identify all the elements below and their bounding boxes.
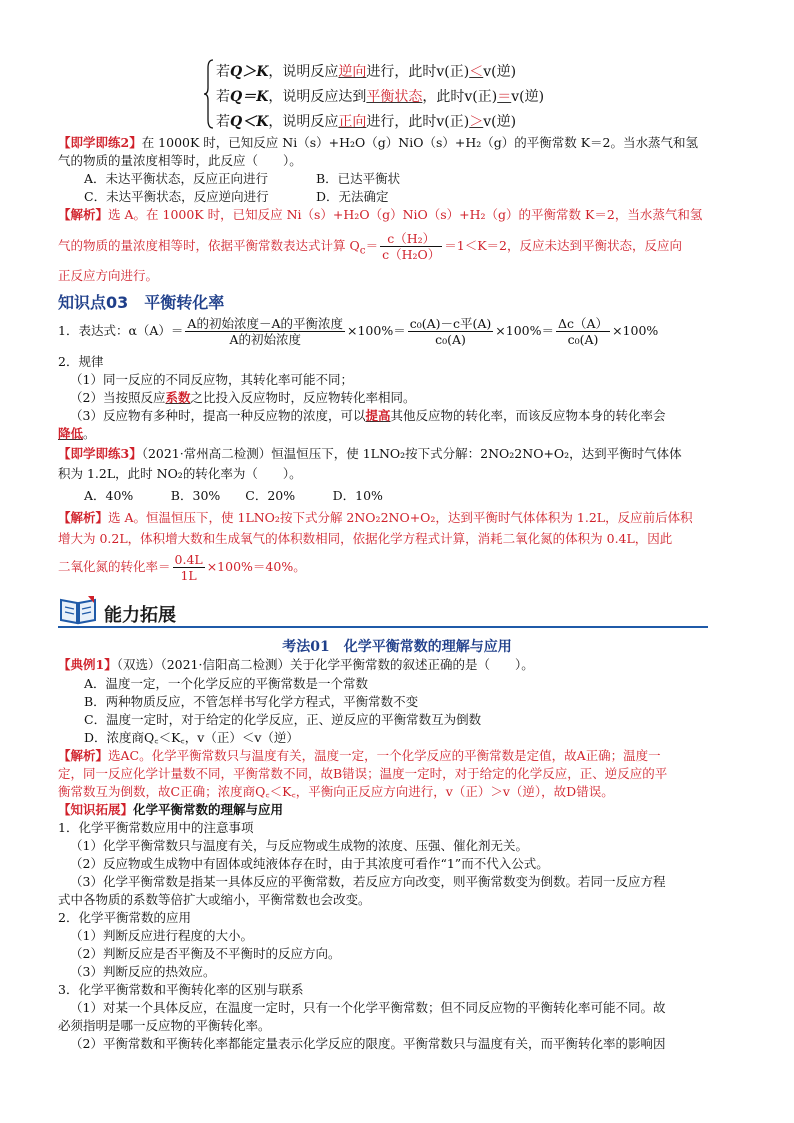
case-title: 考法01 化学平衡常数的理解与应用 <box>282 639 512 655</box>
rule-key: 平衡状态 <box>366 89 423 105</box>
knowledge-point: 1．化学平衡常数应用中的注意事项 <box>58 820 254 835</box>
knowledge-item: （3）化学平衡常数是指某一具体反应的平衡常数，若反应方向改变，则平衡常数变为倒数。若同一反应方程 <box>70 874 666 889</box>
fraction-numerator: 0.4L <box>174 552 203 567</box>
practice3-question-line: 积为 1.2L，此时 NO₂的转化率为（ ）。 <box>58 466 302 481</box>
key-term: 提高 <box>365 408 391 423</box>
practice3-answer-line <box>58 510 693 526</box>
rule-text: （3）反应物有多种时，提高一种反应物的浓度，可以 <box>70 408 366 423</box>
option-c: C．未达平衡状态，反应逆向进行 <box>84 189 269 204</box>
fraction-denominator: A的初始浓度 <box>229 332 301 347</box>
option-c: C．温度一定时，对于给定的化学反应，正、逆反应的平衡常数互为倒数 <box>84 712 482 727</box>
knowledge-item: （2）平衡常数和平衡转化率都能定量表示化学反应的限度。平衡常数只与温度有关，而平衡转化率的影响因 <box>70 1036 666 1051</box>
practice3-answer-line <box>58 550 306 584</box>
conversion-fraction <box>173 552 205 583</box>
knowledge-point: 2．化学平衡常数的应用 <box>58 910 191 925</box>
answer-tag: 【解析】 <box>58 748 109 763</box>
answer-text: ×100%＝40%。 <box>206 559 306 574</box>
rule-end: v(逆) <box>511 89 545 105</box>
knowledge-item: （1）判断反应进行程度的大小。 <box>70 928 253 943</box>
practice3-question-line <box>58 446 682 462</box>
rule-cond: Q＞K <box>230 64 269 80</box>
fraction-numerator: A的初始浓度－A的平衡浓度 <box>187 316 343 331</box>
rule-item-end <box>58 426 96 442</box>
knowledge-item: 式中各物质的系数等倍扩大或缩小，平衡常数也会改变。 <box>58 892 371 907</box>
practice2-answer-line <box>58 231 682 266</box>
practice3-options: A．40% B．30% C．20% D．10% <box>84 488 383 503</box>
rule-text: 。 <box>83 426 96 441</box>
answer-tag: 【解析】 <box>58 207 109 222</box>
answer-text: 正反应方向进行。 <box>58 268 159 283</box>
option-d: D．浓度商Q꜀＜K꜀，v（正）＜v（逆） <box>84 730 299 745</box>
rule-pre: 若 <box>216 89 230 105</box>
left-brace <box>203 58 215 130</box>
rule-post: 进行，此时v(正) <box>366 114 470 130</box>
option-a: A．未达平衡状态，反应正向进行 <box>84 171 269 186</box>
rule-line-3 <box>216 111 516 131</box>
practice2-options-row <box>84 189 389 205</box>
key-term: 系数 <box>165 390 191 405</box>
answer-text: 选 A。在 1000K 时，已知反应 Ni（s）+H₂O（g）NiO（s）+H₂（g）的平衡常数 K＝2，当水蒸气和氢 <box>108 207 703 222</box>
conversion-expression <box>58 314 658 348</box>
rule-line-2 <box>216 86 544 106</box>
fraction-3 <box>556 316 610 347</box>
extension-title: 能力拓展 <box>104 605 176 626</box>
practice2-answer-line <box>58 207 702 223</box>
practice-tag: 【即学即练3】 <box>58 446 142 461</box>
rule-post: ，此时v(正) <box>422 89 498 105</box>
rule-relation: ＞ <box>469 114 484 130</box>
answer-tag: 【解析】 <box>58 510 109 525</box>
multiplier: ×100%＝ <box>495 323 554 338</box>
example-answer-line: 衡常数互为倒数，故C正确；浓度商Q꜀＜K꜀，平衡向正反应方向进行，v（正）＞v（逆），故D错误。 <box>58 784 614 799</box>
rule-end: v(逆) <box>483 114 517 130</box>
rule-text: 其他反应物的转化率，而该反应物本身的转化率会 <box>390 408 666 423</box>
knowledge-item: 必须指明是哪一反应物的平衡转化率。 <box>58 1018 271 1033</box>
fraction-numerator: c₀(A)－c平(A) <box>409 316 492 331</box>
knowledge-item: （3）判断反应的热效应。 <box>70 964 216 979</box>
rule-pre: 若 <box>216 64 230 80</box>
option-b: B．两种物质反应，不管怎样书写化学方程式，平衡常数不变 <box>84 694 419 709</box>
rule-line-1 <box>216 61 516 81</box>
knowledge-title: 化学平衡常数的理解与应用 <box>133 802 284 817</box>
fraction-numerator: Δc（A） <box>558 316 609 331</box>
rule-cond: Q＜K <box>230 114 269 130</box>
knowledge-item: （1）化学平衡常数只与温度有关，与反应物或生成物的浓度、压强、催化剂无关。 <box>70 838 528 853</box>
rule-key: 正向 <box>338 114 367 130</box>
practice2-question-line <box>58 135 698 151</box>
knowledge-item: （1）对某一个具体反应，在温度一定时，只有一个化学平衡常数；但不同反应物的平衡转化率可能不同。故 <box>70 1000 666 1015</box>
answer-text: 二氧化氮的转化率＝ <box>58 559 171 574</box>
rule-item <box>70 408 666 424</box>
section-title: 知识点03 平衡转化率 <box>58 293 225 312</box>
rule-mid: ，说明反应 <box>268 64 339 80</box>
answer-text: 气的物质的量浓度相等时，依据平衡常数表达式计算 Q <box>58 238 360 253</box>
expression-label: 1．表达式：α（A）＝ <box>58 323 184 338</box>
question-text: （2021·常州高二检测）恒温恒压下，使 1LNO₂按下式分解：2NO₂2NO+O₂，达到平衡时气体体 <box>141 446 682 461</box>
equals-sign: ＝ <box>365 238 379 253</box>
option-b: B．已达平衡状 <box>316 171 401 186</box>
practice2-options-row <box>84 171 401 187</box>
section-divider <box>58 626 708 628</box>
practice2-question-line <box>58 153 302 169</box>
rule-relation: ＜ <box>469 64 484 80</box>
knowledge-point: 3．化学平衡常数和平衡转化率的区别与联系 <box>58 982 304 997</box>
answer-text: ＝1＜K＝2，反应未达到平衡状态，反应向 <box>444 238 682 253</box>
fraction-denominator: c（H₂O） <box>382 247 441 262</box>
rule-text: （2）当按照反应 <box>70 390 166 405</box>
subscript: c <box>359 244 366 257</box>
rule-key: 逆向 <box>338 64 367 80</box>
question-text: 在 1000K 时，已知反应 Ni（s）+H₂O（g）NiO（s）+H₂（g）的平衡常数 K＝2。当水蒸气和氢 <box>141 135 699 150</box>
answer-text: 选AC。化学平衡常数只与温度有关，温度一定，一个化学反应的平衡常数是定值，故A正确；温度一 <box>108 748 661 763</box>
fraction-denominator: c₀(A) <box>435 332 466 347</box>
fraction-1 <box>185 316 345 347</box>
rule-mid: ，说明反应达到 <box>268 89 367 105</box>
practice2-answer-line <box>58 268 158 284</box>
practice3-answer-line: 增大为 0.2L，体积增大数和生成氧气的体积数相同，依据化学方程式计算，消耗二氧化氮的体积为 0.4L，因此 <box>58 531 673 546</box>
example-answer-line <box>58 748 661 764</box>
rule-item <box>70 390 416 406</box>
fraction-numerator: c（H₂） <box>380 231 442 247</box>
open-book-icon <box>58 594 98 626</box>
example-question-line <box>58 657 534 673</box>
option-a: A．温度一定，一个化学反应的平衡常数是一个常数 <box>84 676 369 691</box>
fraction-denominator: 1L <box>180 568 197 583</box>
rule-relation: ＝ <box>497 89 512 105</box>
knowledge-heading <box>58 802 283 818</box>
rule-cond: Q＝K <box>230 89 269 105</box>
rule-post: 进行，此时v(正) <box>366 64 470 80</box>
question-text: （双选）（2021·信阳高二检测）关于化学平衡常数的叙述正确的是（ ）。 <box>116 657 534 672</box>
knowledge-item: （2）判断反应是否平衡及不平衡时的反应方向。 <box>70 946 341 961</box>
multiplier: ×100%＝ <box>346 323 406 338</box>
rule-end: v(逆) <box>483 64 517 80</box>
option-d: D．无法确定 <box>316 189 389 204</box>
rule-heading: 2．规律 <box>58 354 104 369</box>
rule-mid: ，说明反应 <box>268 114 339 130</box>
answer-text: 选 A。恒温恒压下，使 1LNO₂按下式分解 2NO₂2NO+O₂，达到平衡时气体体积为 1.2L，反应前后体积 <box>108 510 693 525</box>
key-term: 降低 <box>58 426 84 441</box>
q-fraction <box>380 231 442 262</box>
knowledge-item: （2）反应物或生成物中有固体或纯液体存在时，由于其浓度可看作“1”而不代入公式。 <box>70 856 549 871</box>
question-text: 气的物质的量浓度相等时，此反应（ ）。 <box>58 153 302 168</box>
knowledge-tag: 【知识拓展】 <box>58 802 134 817</box>
fraction-2 <box>408 316 494 347</box>
rule-text: 之比投入反应物时，反应物转化率相同。 <box>190 390 416 405</box>
fraction-denominator: c₀(A) <box>567 332 599 347</box>
multiplier: ×100% <box>612 323 659 338</box>
practice-tag: 【即学即练2】 <box>58 135 142 150</box>
example-answer-line: 定，同一反应化学计量数不同，平衡常数不同，故B错误；温度一定时，对于给定的化学反应，正、逆反应的平 <box>58 766 668 781</box>
example-tag: 【典例1】 <box>58 657 117 672</box>
rule-item: （1）同一反应的不同反应物，其转化率可能不同； <box>70 372 353 387</box>
rule-pre: 若 <box>216 114 230 130</box>
